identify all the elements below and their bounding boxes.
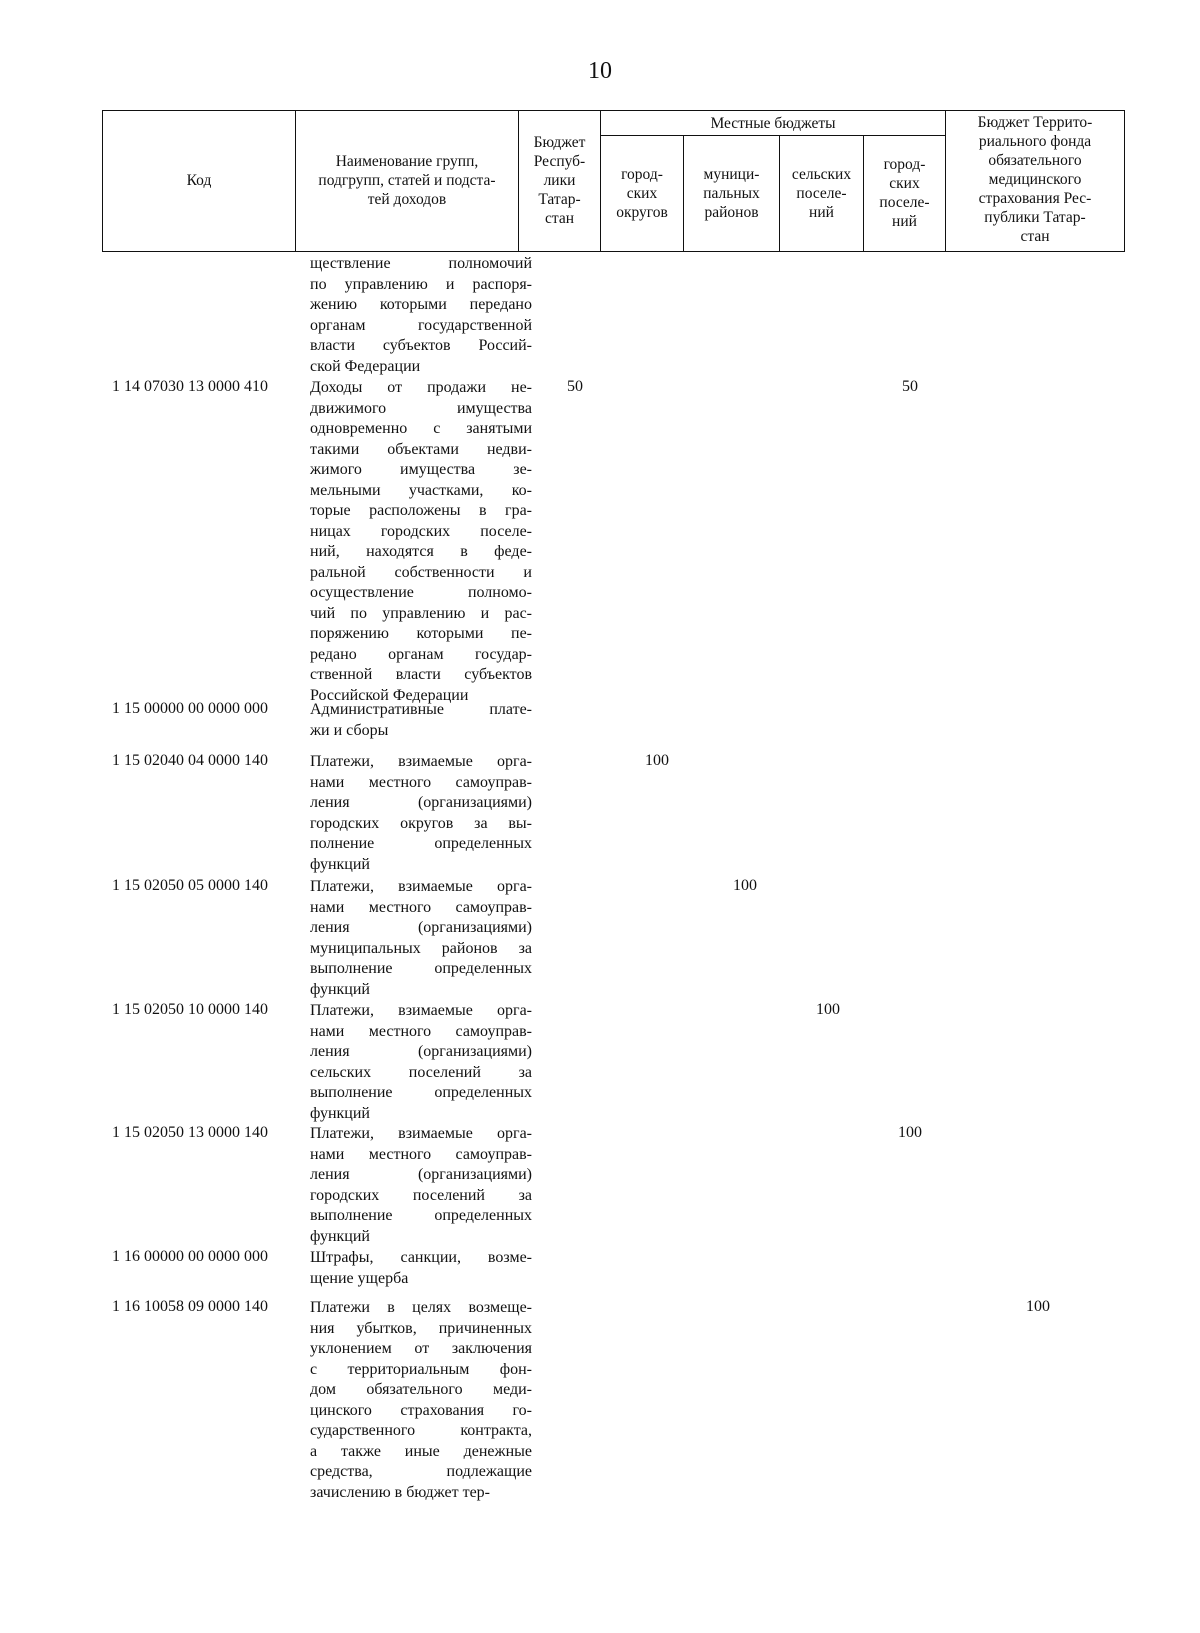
row-name-line: ления (организациями) bbox=[310, 1043, 532, 1060]
row-name-line: функций bbox=[310, 1104, 370, 1122]
row-name-line: жи и сборы bbox=[310, 721, 389, 739]
header-rt-budget: Бюджет Респуб- лики Татар- стан bbox=[533, 134, 586, 227]
row-name-line: выполнение определенных bbox=[310, 960, 532, 977]
row-name-line: выполнение определенных bbox=[310, 1084, 532, 1101]
row-name-line: с территориальным фон- bbox=[310, 1360, 532, 1378]
header-code: Код bbox=[186, 172, 212, 189]
row-code: 1 16 00000 00 0000 000 bbox=[112, 1248, 268, 1265]
row-name-line: ницах городских поселе- bbox=[310, 522, 532, 540]
row-name-line: щение ущерба bbox=[310, 1269, 409, 1287]
row-name-line: нами местного самоуправ- bbox=[310, 773, 532, 791]
row-name-line: поряжению которыми пе- bbox=[310, 625, 532, 642]
header-rural-settlements: сельских поселе- ний bbox=[791, 165, 852, 221]
header-local-budgets: Местные бюджеты bbox=[710, 114, 836, 132]
header-name: Наименование групп, подгрупп, статей и подста- тей доходов bbox=[318, 153, 496, 208]
row-name-line: дом обязательного меди- bbox=[310, 1381, 532, 1398]
header-municipal-districts: муници- пальных районов bbox=[703, 165, 760, 221]
row-value-tfoms: 100 bbox=[1026, 1298, 1050, 1315]
row-name-line: жению которыми передано bbox=[310, 296, 532, 313]
row-code: 1 15 02050 05 0000 140 bbox=[112, 877, 268, 894]
row-name-line: нами местного самоуправ- bbox=[310, 1145, 532, 1163]
row-code: 1 16 10058 09 0000 140 bbox=[112, 1298, 268, 1315]
row-value-urban: 100 bbox=[898, 1124, 922, 1141]
row-name-line: полнение определенных bbox=[310, 835, 532, 852]
row-value-rt: 50 bbox=[567, 378, 583, 395]
row-name-line: редано органам государ- bbox=[310, 645, 532, 663]
row-name-line: уклонением от заключения bbox=[310, 1340, 532, 1357]
row-code: 1 15 02050 10 0000 140 bbox=[112, 1001, 268, 1018]
row-name bbox=[310, 1001, 532, 1124]
row-name bbox=[310, 700, 532, 741]
header-urban-settlements: город- ских поселе- ний bbox=[879, 156, 930, 230]
row-name-line: ской Федерации bbox=[310, 357, 421, 375]
row-name-line: ления (организациями) bbox=[310, 794, 532, 811]
row-code: 1 14 07030 13 0000 410 bbox=[112, 378, 268, 395]
row-value-city: 100 bbox=[645, 752, 669, 769]
row-name-line: городских поселений за bbox=[310, 1186, 532, 1204]
row-name-line: Административные плате- bbox=[310, 701, 532, 718]
row-name bbox=[310, 752, 532, 875]
row-name bbox=[310, 1248, 532, 1289]
row-name bbox=[310, 378, 532, 706]
row-name-line: торые расположены в гра- bbox=[310, 502, 532, 519]
row-name-line: Платежи, взимаемые орга- bbox=[310, 1002, 532, 1019]
row-name-line: Платежи, взимаемые орга- bbox=[310, 1125, 532, 1142]
row-name-line: ществление полномочий bbox=[310, 255, 532, 272]
row-code: 1 15 00000 00 0000 000 bbox=[112, 700, 268, 717]
row-name-line: органам государственной bbox=[310, 316, 532, 334]
row-name-line: по управлению и распоря- bbox=[310, 275, 532, 293]
row-name-line: Российской Федерации bbox=[310, 686, 469, 704]
row-name-line: функций bbox=[310, 980, 370, 998]
row-name-line: чий по управлению и рас- bbox=[310, 604, 532, 622]
row-name-line: Платежи, взимаемые орга- bbox=[310, 753, 532, 770]
row-name-line: цинского страхования го- bbox=[310, 1401, 532, 1419]
row-value-mun: 100 bbox=[733, 877, 757, 894]
row-name-line: функций bbox=[310, 855, 370, 873]
row-name-line: жимого имущества зе- bbox=[310, 461, 532, 478]
row-name-line: ственной власти субъектов bbox=[310, 666, 532, 683]
row-name-line: нами местного самоуправ- bbox=[310, 1022, 532, 1040]
header-city-districts: город- ских округов bbox=[616, 165, 668, 221]
row-name-line: ний, находятся в феде- bbox=[310, 543, 532, 560]
row-name bbox=[310, 1298, 532, 1503]
row-value-urban: 50 bbox=[902, 378, 918, 395]
row-name-line: сельских поселений за bbox=[310, 1063, 532, 1081]
row-name-line: выполнение определенных bbox=[310, 1207, 532, 1224]
row-name-line: городских округов за вы- bbox=[310, 814, 532, 832]
row-name-line: нами местного самоуправ- bbox=[310, 898, 532, 916]
row-name-line: осуществление полномо- bbox=[310, 584, 532, 601]
row-name-line: Доходы от продажи не- bbox=[310, 379, 532, 396]
row-name-line: мельными участками, ко- bbox=[310, 481, 532, 499]
row-name bbox=[310, 1124, 532, 1247]
row-name-line: ния убытков, причиненных bbox=[310, 1319, 532, 1337]
row-name bbox=[310, 877, 532, 1000]
row-name-line: функций bbox=[310, 1227, 370, 1245]
row-name-line: движимого имущества bbox=[310, 399, 532, 417]
row-code: 1 15 02040 04 0000 140 bbox=[112, 752, 268, 769]
row-name bbox=[310, 254, 532, 377]
row-name-line: Платежи в целях возмеще- bbox=[310, 1299, 532, 1316]
row-name-line: власти субъектов Россий- bbox=[310, 337, 532, 354]
row-name-line: Платежи, взимаемые орга- bbox=[310, 878, 532, 895]
row-name-line: одновременно с занятыми bbox=[310, 420, 532, 437]
row-code: 1 15 02050 13 0000 140 bbox=[112, 1124, 268, 1141]
row-name-line: а также иные денежные bbox=[310, 1442, 532, 1460]
header-tfoms: Бюджет Террито- риального фонда обязательного медицинского страхования Рес- публики Татар- стан bbox=[977, 114, 1093, 245]
row-name-line: Штрафы, санкции, возме- bbox=[310, 1249, 532, 1266]
row-name-line: средства, подлежащие bbox=[310, 1463, 532, 1480]
table-header bbox=[102, 110, 1125, 252]
row-value-rural: 100 bbox=[816, 1001, 840, 1018]
row-name-line: такими объектами недви- bbox=[310, 440, 532, 458]
row-name-line: ральной собственности и bbox=[310, 563, 532, 581]
row-name-line: ления (организациями) bbox=[310, 1166, 532, 1183]
row-name-line: зачислению в бюджет тер- bbox=[310, 1483, 490, 1501]
page-number: 10 bbox=[588, 58, 612, 84]
row-name-line: ления (организациями) bbox=[310, 919, 532, 936]
row-name-line: сударственного контракта, bbox=[310, 1422, 532, 1439]
row-name-line: муниципальных районов за bbox=[310, 939, 532, 957]
